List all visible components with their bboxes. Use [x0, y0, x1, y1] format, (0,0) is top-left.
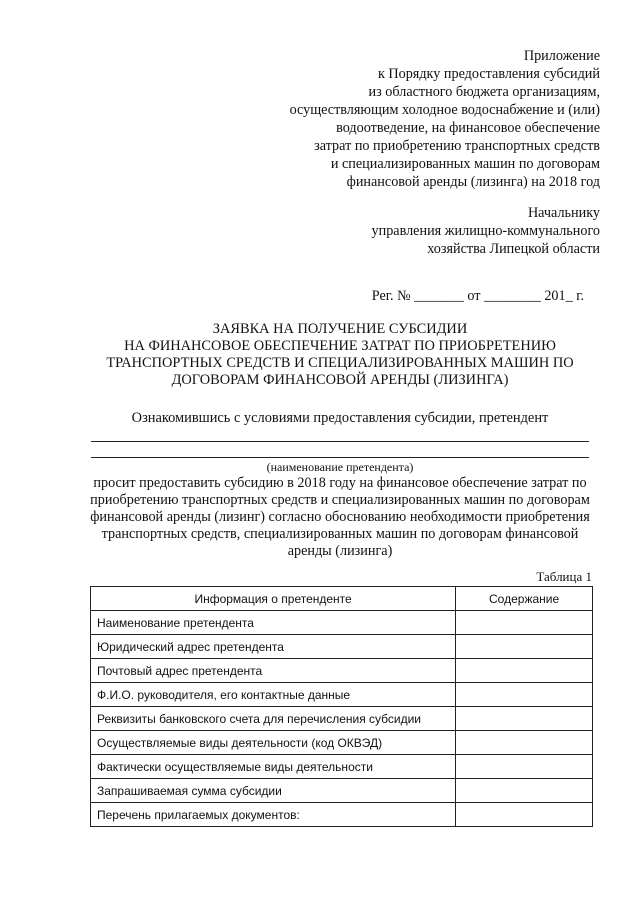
table-row — [91, 707, 593, 731]
row-label: Наименование претендента — [91, 611, 456, 635]
title-line: ДОГОВОРАМ ФИНАНСОВОЙ АРЕНДЫ (ЛИЗИНГА) — [171, 372, 509, 388]
appendix-line: из областного бюджета организациям, — [368, 84, 600, 100]
row-content-cell[interactable] — [456, 659, 593, 683]
appendix-line: и специализированных машин по договорам — [330, 156, 600, 172]
intro-text: Ознакомившись с условиями предоставления субсидии, претендент — [131, 410, 549, 426]
row-label: Ф.И.О. руководителя, его контактные данные — [91, 683, 456, 707]
table-header-row — [91, 587, 593, 611]
appendix-line: к Порядку предоставления субсидий — [377, 66, 600, 82]
request-line: транспортных средств, специализированных машин по договорам финансовой — [101, 526, 579, 542]
appendix-line: финансовой аренды (лизинга) на 2018 год — [346, 174, 600, 190]
row-content-cell[interactable] — [456, 707, 593, 731]
addressee-line: хозяйства Липецкой области — [427, 241, 600, 257]
registration-line: Рег. № _______ от ________ 201_ г. — [371, 288, 584, 304]
row-content-cell[interactable] — [456, 611, 593, 635]
request-line: финансовой аренды (лизинг) согласно обоснованию необходимости приобретения — [90, 509, 590, 525]
title-line: ТРАНСПОРТНЫХ СРЕДСТВ И СПЕЦИАЛИЗИРОВАННЫХ МАШИН ПО — [106, 355, 574, 371]
appendix-line: затрат по приобретению транспортных средств — [314, 138, 600, 154]
row-content-cell[interactable] — [456, 803, 593, 827]
addressee-line: управления жилищно-коммунального — [371, 223, 600, 239]
row-content-cell[interactable] — [456, 635, 593, 659]
table-label: Таблица 1 — [536, 569, 592, 584]
row-content-cell[interactable] — [456, 755, 593, 779]
appendix-line: осуществляющим холодное водоснабжение и (или) — [289, 102, 600, 118]
row-label: Перечень прилагаемых документов: — [91, 803, 456, 827]
row-label: Осуществляемые виды деятельности (код ОКВЭД) — [91, 731, 456, 755]
column-header: Содержание — [456, 587, 593, 611]
row-content-cell[interactable] — [456, 731, 593, 755]
applicant-info-table — [90, 586, 593, 827]
table-row — [91, 659, 593, 683]
addressee-block — [300, 204, 600, 258]
applicant-fill-line — [91, 441, 589, 442]
addressee-line: Начальнику — [527, 205, 600, 221]
table-row — [91, 803, 593, 827]
table-row — [91, 683, 593, 707]
document-title — [60, 321, 620, 389]
table-row — [91, 779, 593, 803]
row-content-cell[interactable] — [456, 779, 593, 803]
applicant-fill-line — [91, 457, 589, 458]
appendix-header — [200, 47, 600, 191]
title-line: НА ФИНАНСОВОЕ ОБЕСПЕЧЕНИЕ ЗАТРАТ ПО ПРИОБРЕТЕНИЮ — [124, 338, 556, 354]
table-row — [91, 611, 593, 635]
row-content-cell[interactable] — [456, 683, 593, 707]
row-label: Фактически осуществляемые виды деятельности — [91, 755, 456, 779]
request-line: приобретению транспортных средств и специализированных машин по договорам — [90, 492, 590, 508]
row-label: Реквизиты банковского счета для перечисления субсидии — [91, 707, 456, 731]
row-label: Юридический адрес претендента — [91, 635, 456, 659]
title-line: ЗАЯВКА НА ПОЛУЧЕНИЕ СУБСИДИИ — [212, 321, 468, 337]
table-row — [91, 731, 593, 755]
appendix-line: Приложение — [523, 48, 600, 64]
request-line: аренды (лизинга) — [287, 543, 393, 559]
row-label: Почтовый адрес претендента — [91, 659, 456, 683]
row-label: Запрашиваемая сумма субсидии — [91, 779, 456, 803]
table-row — [91, 635, 593, 659]
request-paragraph — [90, 475, 590, 560]
applicant-caption: (наименование претендента) — [266, 460, 414, 474]
request-line: просит предоставить субсидию в 2018 году на финансовое обеспечение затрат по — [93, 475, 587, 491]
appendix-line: водоотведение, на финансовое обеспечение — [336, 120, 600, 136]
column-header: Информация о претенденте — [91, 587, 456, 611]
table-row — [91, 755, 593, 779]
